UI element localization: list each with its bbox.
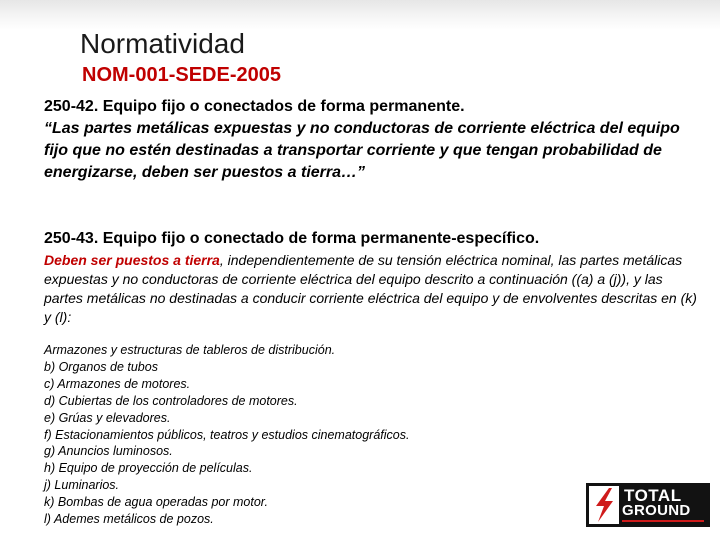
section-250-43 [44,228,704,327]
section-250-42-quote: “Las partes metálicas expuestas y no conductoras de corriente eléctrica del equipo fijo que no estén destinadas a transportar corriente y que tengan probabilidad de energizarse, deben ser puestos a tierra…” [44,120,680,181]
total-ground-logo [586,483,710,527]
page-subtitle: NOM-001-SEDE-2005 [82,64,281,86]
section-250-43-body [44,251,704,327]
section-250-42 [44,96,704,184]
equipment-list [44,342,564,528]
list-item: k) Bombas de agua operadas por motor. [44,495,268,510]
list-item: Armazones y estructuras de tableros de distribución. [44,343,336,357]
lightning-bolt-icon [586,483,622,527]
section-250-42-heading: 250-42. Equipo fijo o conectados de forma permanente. [44,98,465,115]
logo-stripe [622,520,704,522]
list-item: d) Cubiertas de los controladores de motores. [44,393,298,408]
list-item: l) Ademes metálicos de pozos. [44,512,214,527]
list-item: f) Estacionamientos públicos, teatros y estudios cinematográficos. [44,427,410,442]
list-item: g) Anuncios luminosos. [44,444,173,459]
list-item: j) Luminarios. [44,478,120,493]
section-250-43-heading: 250-43. Equipo fijo o conectado de forma permanente-específico. [44,230,540,247]
list-item: h) Equipo de proyección de películas. [44,461,253,476]
list-item: b) Organos de tubos [44,359,158,374]
section-250-43-lead: Deben ser puestos a tierra [44,252,220,268]
list-item: e) Grúas y elevadores. [44,410,171,425]
page-title: Normatividad [80,28,245,59]
section-250-43-text: , independientemente de su tensión eléctrica nominal, las partes metálicas expuestas y no conductoras de corriente eléctrica del equipo descrito a continuación ((a) a (j)), y las partes metálicas no destinadas a conducir corriente eléctrica del equipo y de envolventes descritas en (k) y (l): [44,252,697,325]
logo-word-total: TOTAL [624,486,682,505]
logo-word-ground: GROUND [622,502,691,519]
list-item: c) Armazones de motores. [44,376,191,391]
